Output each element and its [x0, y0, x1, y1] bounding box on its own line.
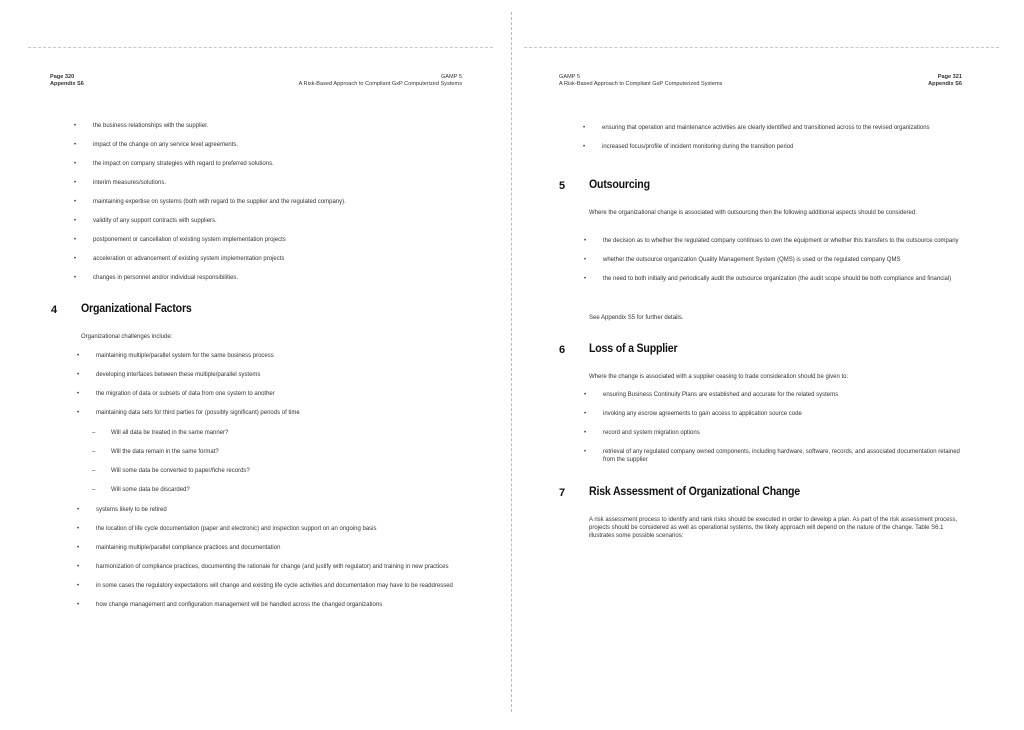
left-page: [0, 0, 510, 730]
list-item: • the decision as to whether the regulated company continues to own the equipment or whether this transfers to the outsource company: [603, 237, 963, 245]
org-bullet-list: [96, 352, 481, 417]
book-title: A Risk-Based Approach to Compliant GxP Computerized Systems: [559, 81, 723, 87]
list-item: – Will some data be converted to paper/fiche records?: [111, 467, 481, 475]
appendix-label: Appendix S6: [50, 81, 84, 87]
appendix-label: Appendix S6: [928, 81, 962, 87]
right-page-header-right: [892, 74, 962, 88]
list-item: • retrieval of any regulated company owned components, including hardware, software, records, and associated documentation retained from the supplier: [603, 448, 963, 464]
list-item: • validity of any support contracts with suppliers.: [93, 217, 483, 225]
left-page-header-left: [50, 74, 84, 88]
section-heading: Risk Assessment of Organizational Change: [589, 486, 800, 498]
org-bullet-list-continued: [96, 506, 456, 609]
list-item: • how change management and configuration management will be handled across the changed organizations: [96, 601, 456, 609]
sub-bullet-list: [111, 429, 481, 494]
series-label: GAMP 5: [559, 74, 581, 80]
section-intro: Where the organizational change is associated with outsourcing then the following additional aspects should be considered:: [589, 210, 917, 216]
page-number: Page 320: [50, 74, 75, 80]
list-item: • maintaining data sets for third parties for (possibly significant) periods of time: [96, 409, 481, 417]
list-item: • the business relationships with the supplier.: [93, 122, 483, 130]
list-item: • ensuring that operation and maintenance activities are clearly identified and transitioned across to the revised organizations: [602, 124, 962, 132]
list-item: • whether the outsource organization Quality Management System (QMS) is used or the regulated company QMS: [603, 256, 963, 264]
list-item: • harmonization of compliance practices, documenting the rationale for change (and justify with regulator) and training in new practices: [96, 563, 456, 571]
section-intro: Organizational challenges include:: [81, 334, 173, 340]
supplier-bullet-list: [603, 391, 963, 464]
top-bullet-list: [602, 124, 962, 151]
right-page: [512, 0, 1024, 730]
list-item: • in some cases the regulatory expectations will change and existing life cycle activities and documentation may have to be readdressed: [96, 582, 456, 590]
list-item: • increased focus/profile of incident monitoring during the transition period: [602, 143, 962, 151]
page-number: Page 321: [937, 74, 962, 80]
list-item: • postponement or cancellation of existing system implementation projects: [93, 236, 483, 244]
list-item: – Will some data be discarded?: [111, 486, 481, 494]
list-item: • ensuring Business Continuity Plans are established and accurate for the related systems: [603, 391, 963, 399]
section-body: A risk assessment process to identify and rank risks should be executed in order to develop a plan. As part of the risk assessment process, projects should be considered as well as operational systems, the likely approach will depend on the nature of the change. Table S6.1 illustrates some possible scenarios:: [589, 517, 958, 539]
list-item: • record and system migration options: [603, 429, 963, 437]
section-number: 6: [559, 344, 566, 356]
list-item: • the impact on company strategies with regard to preferred solutions.: [93, 160, 483, 168]
header-rule: [524, 47, 999, 48]
list-item: • impact of the change on any service level agreements.: [93, 141, 483, 149]
outsourcing-bullet-list: [603, 237, 963, 283]
section-heading: Outsourcing: [589, 179, 650, 191]
section-number: 4: [51, 304, 58, 316]
right-page-header-left: [559, 74, 722, 88]
section-number: 5: [559, 180, 566, 192]
section-heading: Organizational Factors: [81, 303, 192, 315]
list-item: • the migration of data or subsets of data from one system to another: [96, 390, 481, 398]
list-item: • interim measures/solutions.: [93, 179, 483, 187]
series-label: GAMP 5: [440, 74, 462, 80]
list-item: • the need to both initially and periodically audit the outsource organization (the audit scope should be both compliance and financial): [603, 275, 963, 283]
section-number: 7: [559, 487, 566, 499]
book-title: A Risk-Based Approach to Compliant GxP Computerized Systems: [298, 81, 462, 87]
list-item: • acceleration or advancement of existing system implementation projects: [93, 255, 483, 263]
section-heading: Loss of a Supplier: [589, 343, 678, 355]
section-note: See Appendix S5 for further details.: [589, 315, 684, 321]
list-item: – Will the data remain in the same format?: [111, 448, 481, 456]
list-item: • the location of life cycle documentation (paper and electronic) and inspection support on an ongoing basis: [96, 525, 456, 533]
list-item: – Will all data be treated in the same manner?: [111, 429, 481, 437]
list-item: • invoking any escrow agreements to gain access to application source code: [603, 410, 963, 418]
section-intro: Where the change is associated with a supplier ceasing to trade consideration should be given to:: [589, 374, 849, 380]
left-page-header-right: [250, 74, 462, 88]
list-item: • systems likely to be retired: [96, 506, 456, 514]
list-item: • maintaining expertise on systems (both with regard to the supplier and the regulated company).: [93, 198, 483, 206]
list-item: • changes in personnel and/or individual responsibilities.: [93, 274, 483, 282]
header-rule: [28, 47, 493, 48]
top-bullet-list: [93, 122, 483, 282]
list-item: • maintaining multiple/parallel system for the same business process: [96, 352, 481, 360]
list-item: • developing interfaces between these multiple/parallel systems: [96, 371, 481, 379]
list-item: • maintaining multiple/parallel compliance practices and documentation: [96, 544, 456, 552]
